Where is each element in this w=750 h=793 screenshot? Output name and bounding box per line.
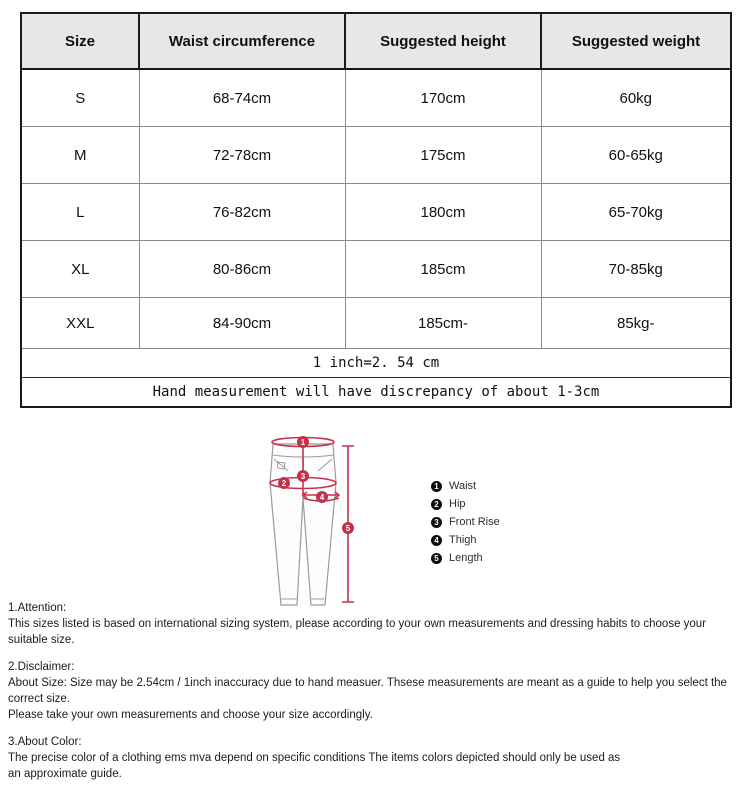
marker-waist: [297, 436, 309, 448]
cell-size: XL: [21, 241, 139, 298]
disclaimer-section: [8, 659, 746, 723]
svg-text:1: 1: [300, 438, 306, 447]
legend-item-thigh: [431, 531, 500, 549]
header-height: Suggested height: [345, 13, 541, 69]
marker-length: [342, 522, 354, 534]
marker-hip: [278, 477, 290, 489]
attention-section: [8, 600, 746, 648]
header-size: Size: [21, 13, 139, 69]
cell-waist: 76-82cm: [139, 184, 345, 241]
legend-number-badge: 1: [431, 481, 442, 492]
attention-title: 1.Attention:: [8, 602, 67, 614]
svg-text:4: 4: [319, 493, 325, 502]
legend-label: Hip: [449, 498, 466, 510]
about-color-text-line2: an approximate guide.: [8, 768, 122, 780]
svg-text:2: 2: [281, 479, 287, 488]
cell-size: L: [21, 184, 139, 241]
legend-label: Front Rise: [449, 516, 500, 528]
legend-item-front-rise: [431, 513, 500, 531]
svg-text:3: 3: [300, 472, 306, 481]
cell-waist: 68-74cm: [139, 69, 345, 127]
legend-label: Thigh: [449, 534, 477, 546]
disclaimer-text-line1: About Size: Size may be 2.54cm / 1inch inaccuracy due to hand measuer. Thsese measurements are meant as a guide to help you select the correct size.: [8, 677, 727, 705]
size-chart-table: [20, 12, 732, 408]
inch-conversion-note: 1 inch=2. 54 cm: [21, 349, 731, 378]
legend-number-badge: 5: [431, 553, 442, 564]
cell-weight: 70-85kg: [541, 241, 731, 298]
legend-number-badge: 4: [431, 535, 442, 546]
about-color-section: [8, 734, 746, 782]
cell-weight: 60-65kg: [541, 127, 731, 184]
cell-size: S: [21, 69, 139, 127]
svg-text:5: 5: [345, 524, 351, 533]
table-row: [21, 184, 731, 241]
cell-weight: 65-70kg: [541, 184, 731, 241]
header-waist: Waist circumference: [139, 13, 345, 69]
legend-number-badge: 3: [431, 517, 442, 528]
diagram-legend: [431, 477, 500, 567]
cell-waist: 72-78cm: [139, 127, 345, 184]
legend-item-length: [431, 549, 500, 567]
table-row: [21, 298, 731, 349]
hand-measure-note-row: [21, 378, 731, 408]
table-header-row: [21, 13, 731, 69]
table-row: [21, 241, 731, 298]
cell-size: XXL: [21, 298, 139, 349]
legend-label: Length: [449, 552, 483, 564]
cell-height: 170cm: [345, 69, 541, 127]
cell-height: 185cm: [345, 241, 541, 298]
cell-size: M: [21, 127, 139, 184]
cell-height: 175cm: [345, 127, 541, 184]
cell-waist: 84-90cm: [139, 298, 345, 349]
footer-notes: [8, 600, 746, 793]
cell-waist: 80-86cm: [139, 241, 345, 298]
cell-height: 185cm-: [345, 298, 541, 349]
disclaimer-text-line2: Please take your own measurements and choose your size accordingly.: [8, 709, 373, 721]
legend-number-badge: 2: [431, 499, 442, 510]
hand-measurement-note: Hand measurement will have discrepancy of about 1-3cm: [21, 378, 731, 408]
cell-weight: 85kg-: [541, 298, 731, 349]
measurement-diagram: [0, 412, 750, 612]
marker-thigh: [316, 491, 328, 503]
cell-height: 180cm: [345, 184, 541, 241]
disclaimer-title: 2.Disclaimer:: [8, 661, 75, 673]
pants-diagram-illustration: [250, 420, 380, 610]
legend-item-waist: [431, 477, 500, 495]
legend-item-hip: [431, 495, 500, 513]
table-row: [21, 127, 731, 184]
cell-weight: 60kg: [541, 69, 731, 127]
inch-note-row: [21, 349, 731, 378]
table-row: [21, 69, 731, 127]
attention-text: This sizes listed is based on international sizing system, please according to your own measurements and dressing habits to choose your suitable size.: [8, 618, 707, 646]
header-weight: Suggested weight: [541, 13, 731, 69]
about-color-title: 3.About Color:: [8, 736, 82, 748]
marker-front-rise: [297, 470, 309, 482]
legend-label: Waist: [449, 480, 477, 492]
about-color-text-line1: The precise color of a clothing ems mva depend on specific conditions The items colors depicted should only be used as: [8, 752, 621, 764]
